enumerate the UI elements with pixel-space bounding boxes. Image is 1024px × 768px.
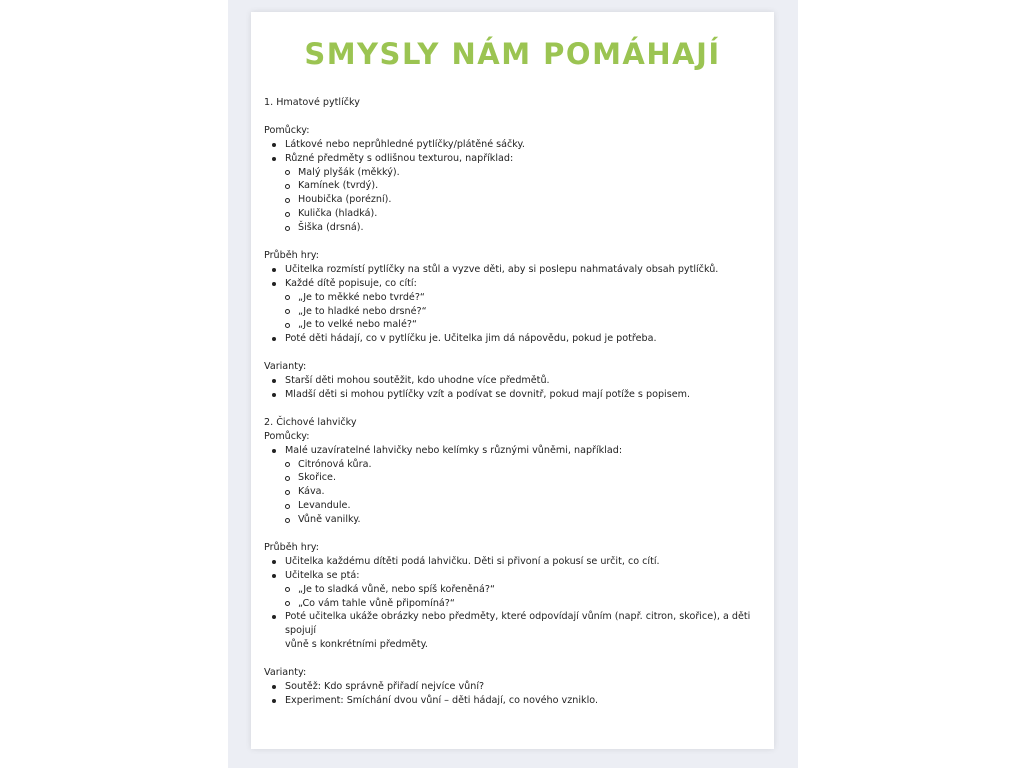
list-item: Různé předměty s odlišnou texturou, například: Malý plyšák (měkký). Kamínek (tvrdý). Houbička (porézní). Kulička (hladká). Šiška (drsná). (264, 152, 764, 235)
list-item: Kamínek (tvrdý). (264, 179, 764, 193)
list-item: Soutěž: Kdo správně přiřadí nejvíce vůní? (264, 680, 764, 694)
document-body (264, 96, 764, 708)
list-item: Káva. (264, 485, 764, 499)
list-item: Poté děti hádají, co v pytlíčku je. Učitelka jim dá nápovědu, pokud je potřeba. (264, 332, 764, 346)
aids-label: Pomůcky: (264, 124, 310, 136)
list-item: Učitelka každému dítěti podá lahvičku. Děti si přivoní a pokusí se určit, co cítí. (264, 555, 764, 569)
aids-list (264, 138, 764, 235)
procedure-list (264, 555, 764, 652)
variants-label: Varianty: (264, 667, 307, 679)
aids-label: Pomůcky: (264, 430, 310, 442)
procedure-label: Průběh hry: (264, 249, 319, 261)
variants-label: Varianty: (264, 361, 307, 373)
variants-list (264, 680, 764, 708)
objects-sublist (264, 166, 764, 236)
document-title: SMYSLY NÁM POMÁHAJÍ (304, 37, 721, 71)
aids-list (264, 444, 764, 527)
list-item: Skořice. (264, 471, 764, 485)
list-item: Mladší děti si mohou pytlíčky vzít a podívat se dovnitř, pokud mají potíže s popisem. (264, 388, 764, 402)
list-item: „Je to hladké nebo drsné?“ (264, 305, 764, 319)
list-item: Malý plyšák (měkký). (264, 166, 764, 180)
list-item: Levandule. (264, 499, 764, 513)
list-item: Starší děti mohou soutěžit, kdo uhodne více předmětů. (264, 374, 764, 388)
list-item: Poté učitelka ukáže obrázky nebo předměty, které odpovídají vůním (např. citron, skořice), a děti spojují vůně s konkrétními předměty. (264, 610, 764, 652)
list-item: Látkové nebo neprůhledné pytlíčky/plátěné sáčky. (264, 138, 764, 152)
list-item: Malé uzavíratelné lahvičky nebo kelímky s různými vůněmi, například: Citrónová kůra. Skořice. Káva. Levandule. Vůně vanilky. (264, 444, 764, 527)
list-item: Šiška (drsná). (264, 221, 764, 235)
procedure-label: Průběh hry: (264, 541, 319, 553)
procedure-list (264, 263, 764, 346)
variants-list (264, 374, 764, 402)
list-item: „Co vám tahle vůně připomíná?“ (264, 597, 764, 611)
scents-sublist (264, 458, 764, 528)
list-item: Vůně vanilky. (264, 513, 764, 527)
list-item: „Je to velké nebo malé?“ (264, 318, 764, 332)
list-item: „Je to měkké nebo tvrdé?“ (264, 291, 764, 305)
list-item: „Je to sladká vůně, nebo spíš kořeněná?“ (264, 583, 764, 597)
list-item: Kulička (hladká). (264, 207, 764, 221)
section-heading: 2. Čichové lahvičky (264, 416, 357, 428)
list-item: Citrónová kůra. (264, 458, 764, 472)
list-item: Učitelka se ptá: „Je to sladká vůně, nebo spíš kořeněná?“ „Co vám tahle vůně připomíná?“ (264, 569, 764, 611)
list-item: Učitelka rozmístí pytlíčky na stůl a vyzve děti, aby si poslepu nahmatávaly obsah pytlíčků. (264, 263, 764, 277)
questions-sublist (264, 583, 764, 611)
section-heading: 1. Hmatové pytlíčky (264, 97, 360, 108)
document-page (251, 12, 774, 749)
list-item: Houbička (porézní). (264, 193, 764, 207)
list-item: Každé dítě popisuje, co cítí: „Je to měkké nebo tvrdé?“ „Je to hladké nebo drsné?“ „Je to velké nebo malé?“ (264, 277, 764, 333)
list-item: Experiment: Smíchání dvou vůní – děti hádají, co nového vzniklo. (264, 694, 764, 708)
questions-sublist (264, 291, 764, 333)
